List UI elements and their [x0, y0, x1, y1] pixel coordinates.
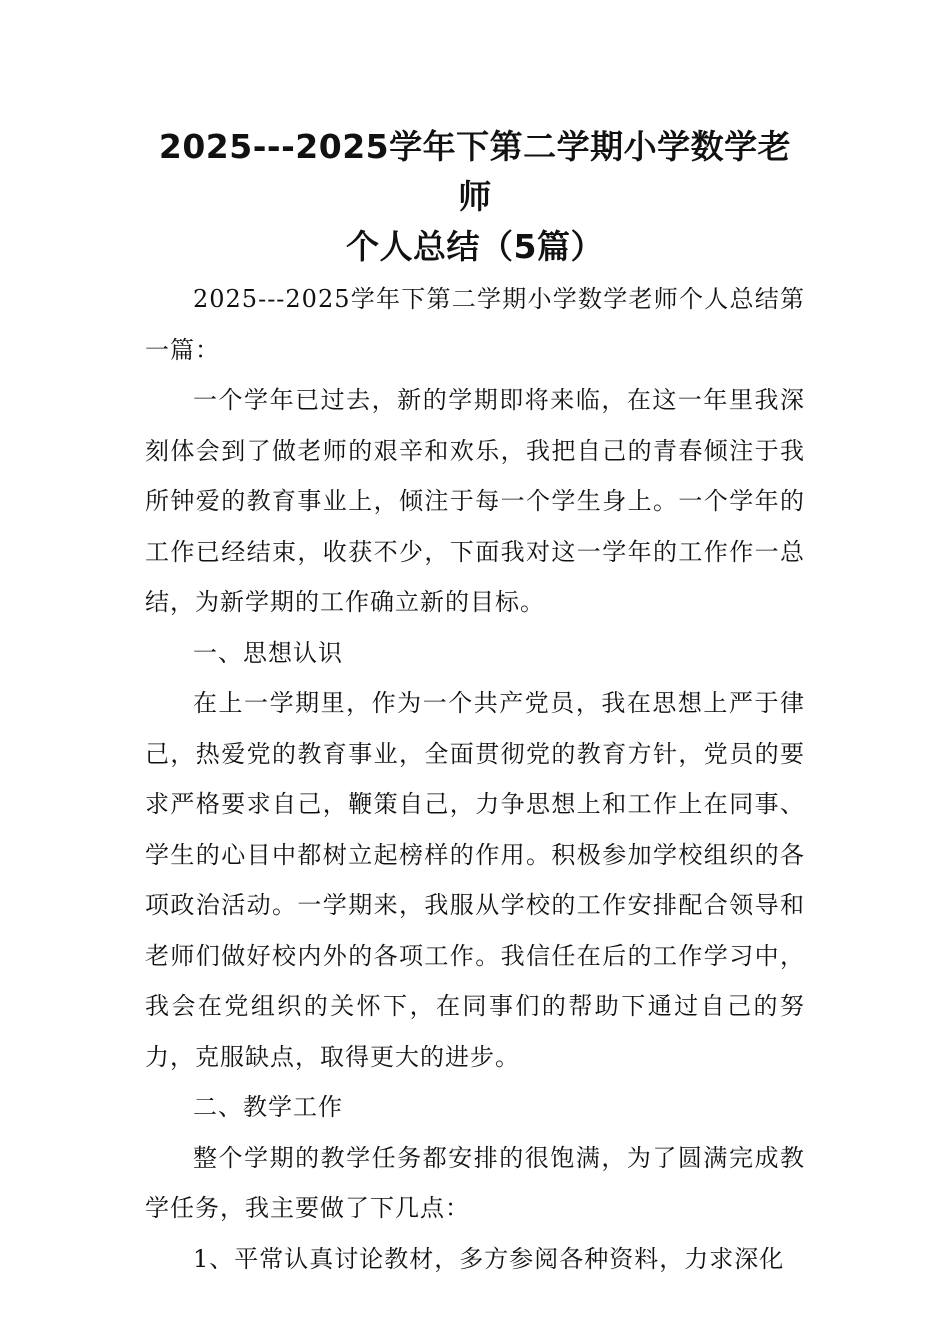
title-line-2: 个人总结（5篇）	[346, 227, 604, 266]
document-page	[145, 122, 805, 1284]
section-heading-2: 二、教学工作	[193, 1093, 343, 1121]
intro-paragraph: 2025---2025学年下第二学期小学数学老师个人总结第一篇：	[145, 285, 805, 364]
body-paragraph-4: 1、平常认真讨论教材，多方参阅各种资料，力求深化	[193, 1244, 785, 1273]
body-paragraph-3: 整个学期的教学任务都安排的很饱满，为了圆满完成教学任务，我主要做了下几点：	[145, 1143, 805, 1222]
body-paragraph-1: 一个学年已过去，新的学期即将来临，在这一年里我深刻体会到了做老师的艰辛和欢乐，我把自己的青春倾注于我所钟爱的教育事业上，倾注于每一个学生身上。一个学年的工作已经结束，收获不少，下面我对这一学年的工作作一总结，为新学期的工作确立新的目标。	[145, 386, 805, 616]
document-title	[145, 122, 805, 272]
title-line-1: 2025---2025学年下第二学期小学数学老师	[158, 127, 792, 216]
body-paragraph-2: 在上一学期里，作为一个共产党员，我在思想上严于律己，热爱党的教育事业，全面贯彻党的教育方针，党员的要求严格要求自己，鞭策自己，力争思想上和工作上在同事、学生的心目中都树立起榜样的作用。积极参加学校组织的各项政治活动。一学期来，我服从学校的工作安排配合领导和老师们做好校内外的各项工作。我信任在后的工作学习中，我会在党组织的关怀下，在同事们的帮助下通过自己的努力，克服缺点，取得更大的进步。	[145, 689, 805, 1071]
section-heading-1: 一、思想认识	[193, 638, 343, 667]
